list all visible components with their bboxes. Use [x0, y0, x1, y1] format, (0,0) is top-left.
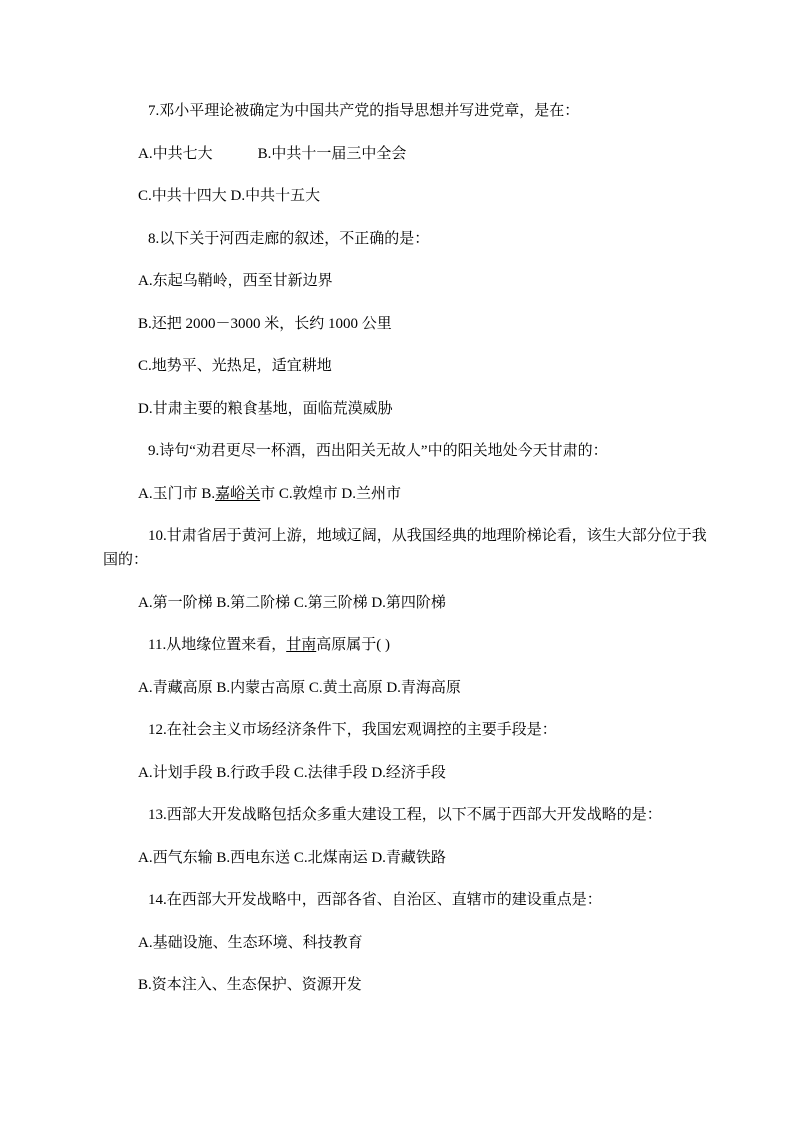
text-line: [103, 312, 698, 336]
text-run: 14.在西部大开发战略中，西部各省、自治区、直辖市的建设重点是：: [148, 892, 602, 908]
text-line: [103, 973, 698, 997]
option-line: [103, 312, 698, 336]
option-line: [103, 354, 698, 378]
question-stem-13: [103, 803, 698, 827]
text-run: A.玉门市 B.: [138, 485, 216, 502]
underlined-text: 嘉峪关: [215, 485, 261, 502]
text-line: [103, 482, 698, 506]
text-line: [103, 524, 707, 548]
text-run: A.东起乌鞘岭，西至甘新边界: [138, 273, 333, 289]
option-line: [103, 931, 698, 955]
column-gap-spacer: [213, 157, 258, 158]
text-run: 11.从地缘位置来看，: [148, 637, 287, 653]
option-line: [103, 676, 698, 700]
text-line: [103, 354, 698, 378]
text-line: [103, 591, 698, 615]
text-run: A.第一阶梯 B.第二阶梯 C.第三阶梯 D.第四阶梯: [138, 594, 446, 611]
option-line: [103, 184, 698, 208]
option-line: [103, 142, 698, 166]
text-run: A.西气东输 B.西电东送 C.北煤南运 D.青藏铁路: [138, 849, 446, 866]
text-line: [103, 718, 698, 742]
text-run: 10.甘肃省居于黄河上游，地域辽阔，从我国经典的地理阶梯论看，该生大部分位于我: [148, 528, 707, 544]
text-line: [103, 761, 698, 785]
text-run: 7.邓小平理论被确定为中国共产党的指导思想并写进党章，是在：: [148, 103, 580, 119]
text-run: C.地势平、光热足，适宜耕地: [138, 358, 332, 374]
text-line: [103, 184, 698, 208]
question-stem-11: [103, 633, 698, 657]
option-line: [103, 397, 698, 421]
text-line: [103, 846, 698, 870]
question-stem-10: [103, 524, 707, 572]
option-line: [103, 761, 698, 785]
text-line: [103, 931, 698, 955]
question-stem-12: [103, 718, 698, 742]
text-line: [103, 269, 698, 293]
text-run: C.中共十四大 D.中共十五大: [138, 188, 321, 204]
text-run: 9.诗句“劝君更尽一杯酒，西出阳关无故人”中的阳关地处今天甘肃的：: [148, 443, 608, 459]
question-stem-9: [103, 439, 698, 463]
question-stem-8: [103, 227, 698, 251]
text-line: [103, 227, 698, 251]
text-line: [103, 142, 698, 166]
text-line: [103, 548, 698, 572]
option-line: [103, 973, 698, 997]
text-line: [103, 397, 698, 421]
question-stem-7: [103, 99, 698, 123]
option-line: [103, 269, 698, 293]
text-line: [103, 633, 698, 657]
text-run: 12.在社会主义市场经济条件下，我国宏观调控的主要手段是：: [148, 722, 557, 738]
text-run: 8.以下关于河西走廊的叙述，不正确的是：: [148, 230, 430, 247]
text-run: B.还把 2000－3000 米，长约 1000 公里: [138, 315, 392, 332]
text-run: 高原属于( ): [316, 637, 390, 653]
text-line: [103, 676, 698, 700]
text-run: A.基础设施、生态环境、科技教育: [138, 934, 363, 951]
question-stem-14: [103, 888, 698, 912]
text-run: D.甘肃主要的粮食基地，面临荒漠威胁: [138, 400, 393, 417]
text-line: [103, 803, 698, 827]
text-run: B.资本注入、生态保护、资源开发: [138, 977, 362, 993]
text-run: A.青藏高原 B.内蒙古高原 C.黄土高原 D.青海高原: [138, 679, 461, 696]
text-line: [103, 99, 698, 123]
text-line: [103, 888, 698, 912]
text-run: A.计划手段 B.行政手段 C.法律手段 D.经济手段: [138, 764, 446, 781]
text-run: B.中共十一届三中全会: [257, 145, 407, 162]
text-run: 13.西部大开发战略包括众多重大建设工程，以下不属于西部大开发战略的是：: [148, 807, 662, 823]
option-line: [103, 591, 698, 615]
text-run: A.中共七大: [138, 145, 213, 162]
text-line: [103, 439, 698, 463]
text-run: 国的：: [103, 552, 149, 568]
text-run: 市 C.敦煌市 D.兰州市: [260, 485, 401, 502]
option-line: [103, 846, 698, 870]
option-line: [103, 482, 698, 506]
underlined-text: 甘南: [286, 637, 317, 653]
